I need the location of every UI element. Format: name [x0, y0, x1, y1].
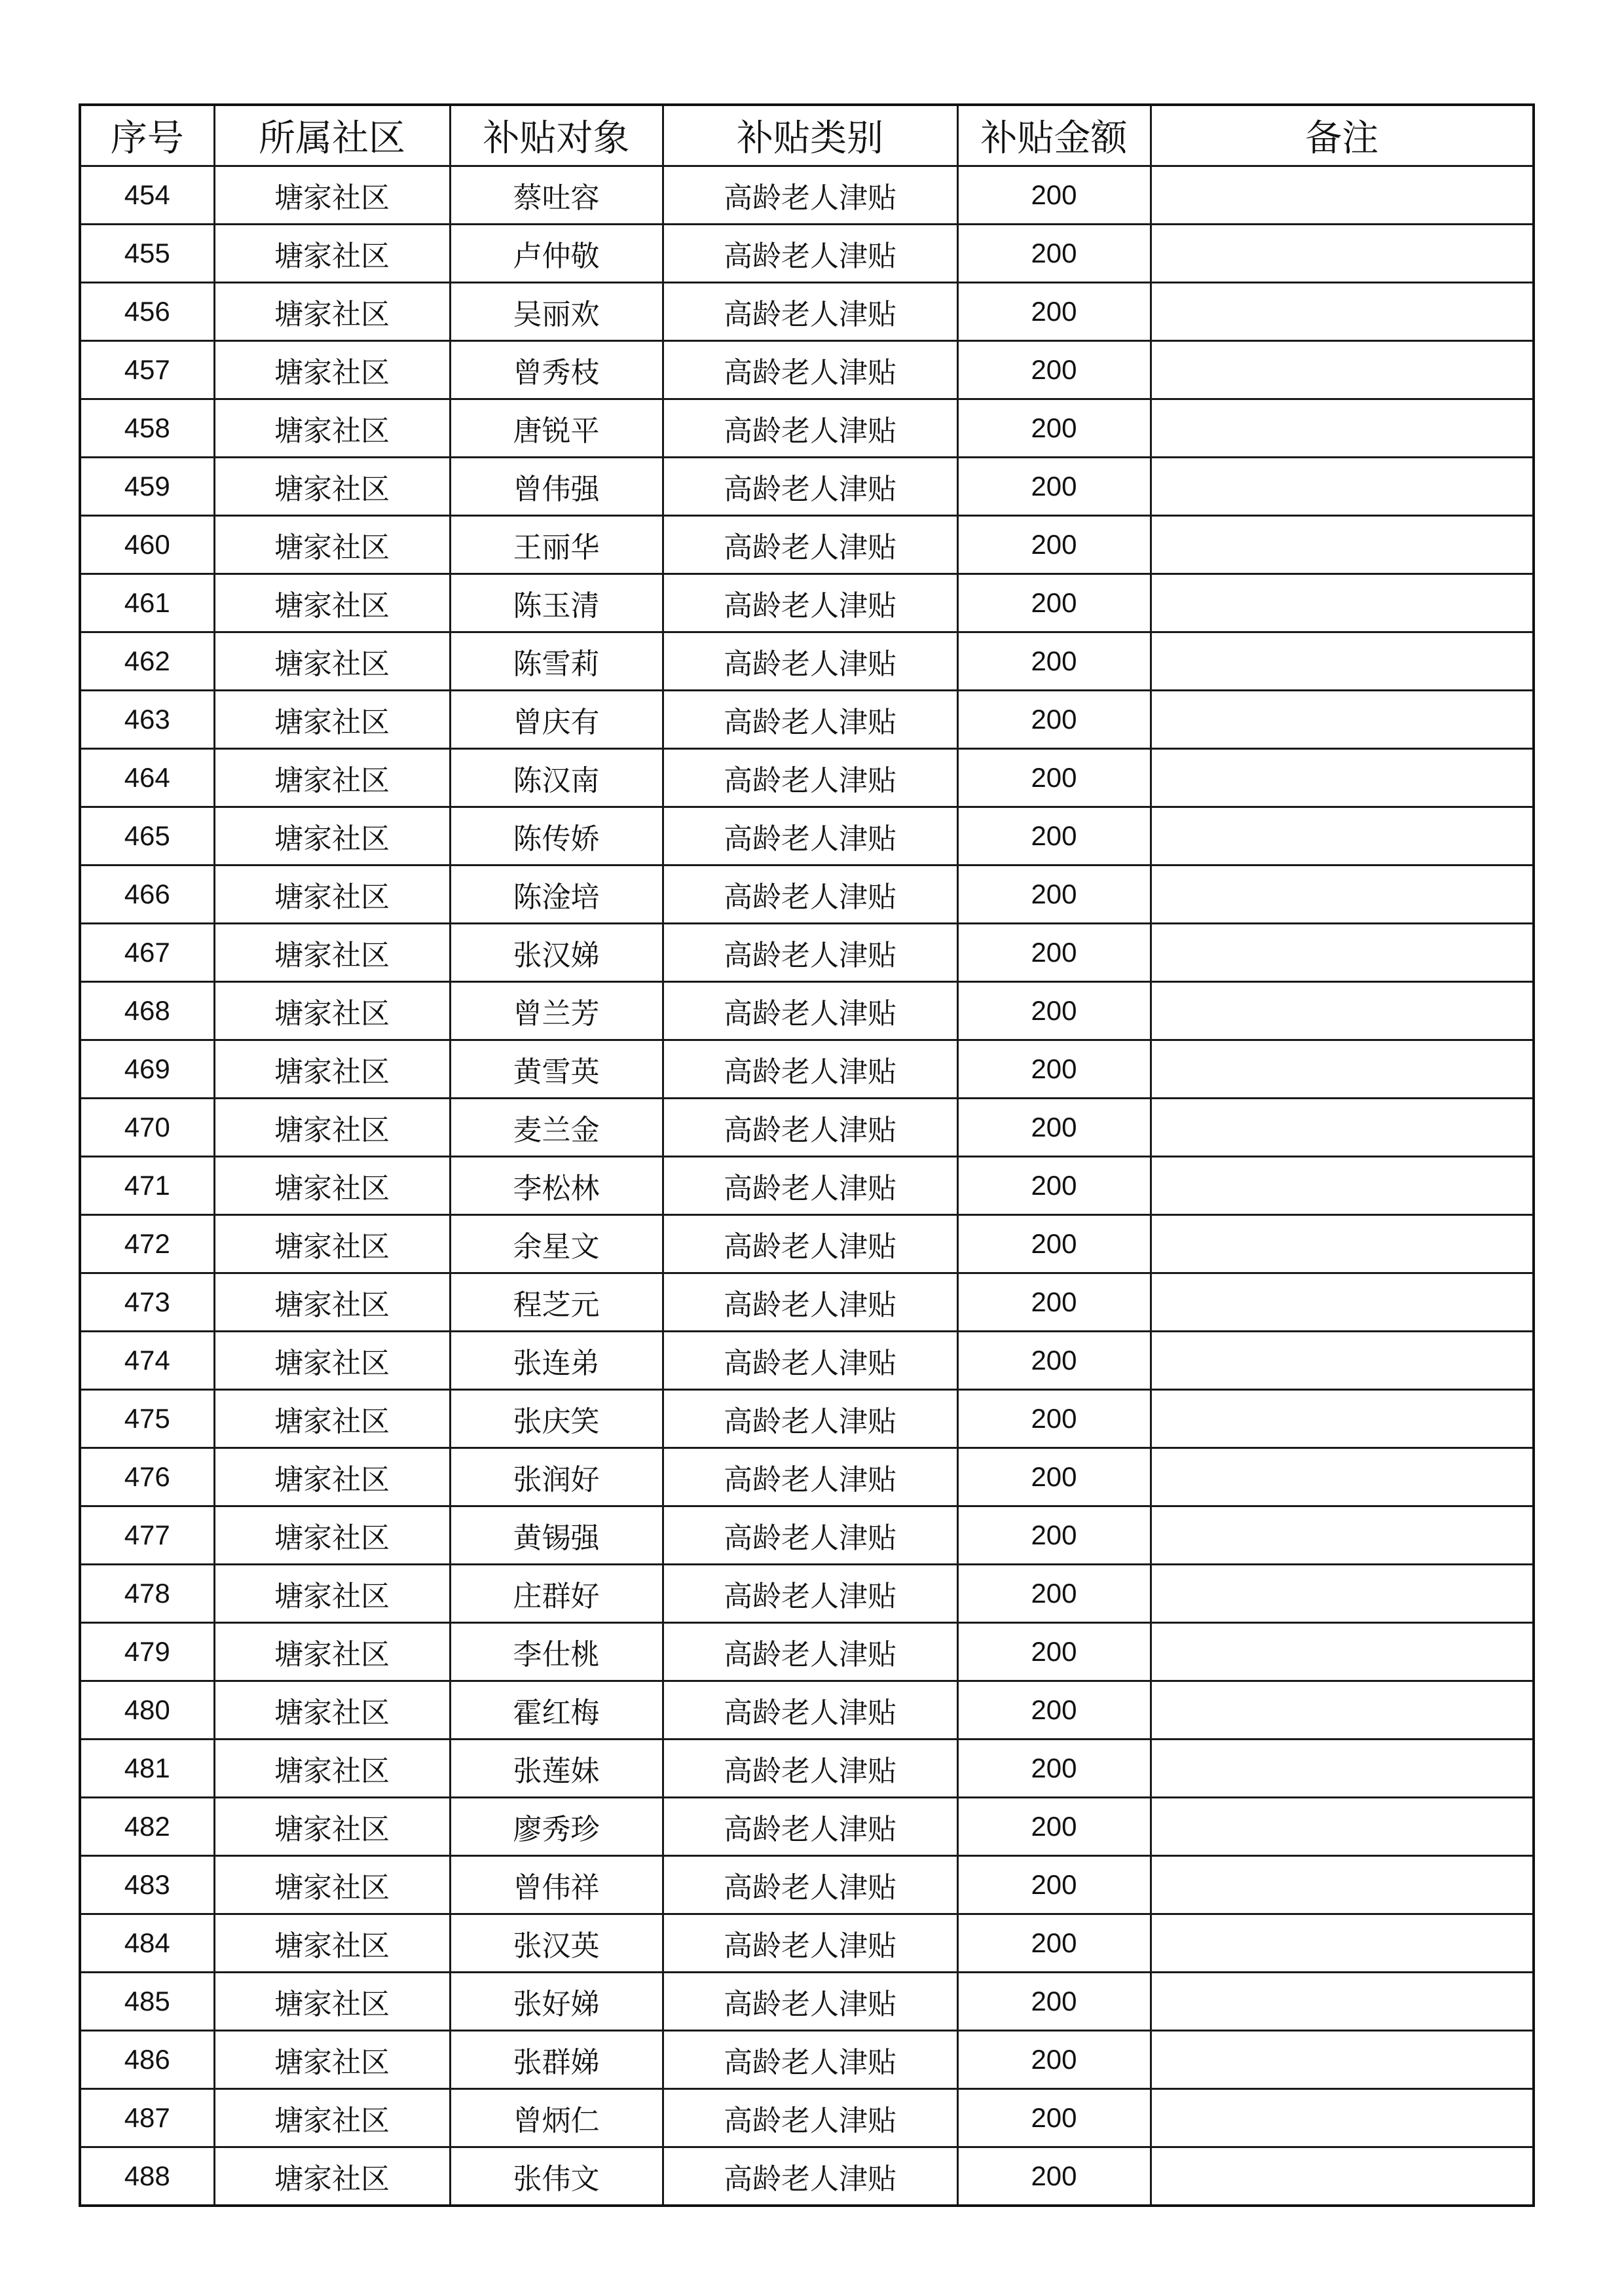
cell-community: 塘家社区: [214, 1565, 450, 1623]
cell-amount: 200: [957, 2031, 1151, 2089]
cell-category: 高龄老人津贴: [663, 749, 957, 807]
cell-serial-number: 483: [80, 1856, 214, 1914]
cell-community: 塘家社区: [214, 1506, 450, 1565]
cell-category: 高龄老人津贴: [663, 1740, 957, 1798]
cell-remarks: [1151, 225, 1534, 283]
cell-category: 高龄老人津贴: [663, 1157, 957, 1215]
cell-category: 高龄老人津贴: [663, 1390, 957, 1448]
cell-category: 高龄老人津贴: [663, 1332, 957, 1390]
table-row: [80, 807, 1534, 866]
table-body: [80, 166, 1534, 2206]
table-row: [80, 1040, 1534, 1099]
cell-amount: 200: [957, 749, 1151, 807]
cell-remarks: [1151, 1448, 1534, 1506]
cell-serial-number: 484: [80, 1914, 214, 1973]
cell-amount: 200: [957, 1099, 1151, 1157]
cell-community: 塘家社区: [214, 1448, 450, 1506]
cell-category: 高龄老人津贴: [663, 2089, 957, 2147]
cell-recipient: 李松林: [450, 1157, 663, 1215]
cell-recipient: 张庆笑: [450, 1390, 663, 1448]
cell-amount: 200: [957, 574, 1151, 632]
cell-serial-number: 481: [80, 1740, 214, 1798]
cell-remarks: [1151, 807, 1534, 866]
cell-remarks: [1151, 1798, 1534, 1856]
cell-community: 塘家社区: [214, 1914, 450, 1973]
cell-recipient: 程芝元: [450, 1273, 663, 1332]
cell-community: 塘家社区: [214, 1099, 450, 1157]
cell-serial-number: 456: [80, 283, 214, 341]
cell-amount: 200: [957, 1856, 1151, 1914]
cell-recipient: 张润好: [450, 1448, 663, 1506]
cell-amount: 200: [957, 1973, 1151, 2031]
cell-category: 高龄老人津贴: [663, 399, 957, 458]
cell-community: 塘家社区: [214, 632, 450, 691]
cell-community: 塘家社区: [214, 866, 450, 924]
cell-category: 高龄老人津贴: [663, 632, 957, 691]
cell-amount: 200: [957, 1040, 1151, 1099]
cell-category: 高龄老人津贴: [663, 1273, 957, 1332]
cell-remarks: [1151, 1856, 1534, 1914]
cell-community: 塘家社区: [214, 1332, 450, 1390]
cell-recipient: 卢仲敬: [450, 225, 663, 283]
cell-community: 塘家社区: [214, 1973, 450, 2031]
cell-remarks: [1151, 1681, 1534, 1740]
cell-community: 塘家社区: [214, 283, 450, 341]
cell-remarks: [1151, 924, 1534, 982]
cell-category: 高龄老人津贴: [663, 924, 957, 982]
cell-community: 塘家社区: [214, 749, 450, 807]
table-row: [80, 924, 1534, 982]
header-serial-number: 序号: [80, 105, 214, 166]
cell-amount: 200: [957, 283, 1151, 341]
cell-serial-number: 485: [80, 1973, 214, 2031]
table-row: [80, 1506, 1534, 1565]
cell-remarks: [1151, 632, 1534, 691]
cell-recipient: 曾庆有: [450, 691, 663, 749]
cell-serial-number: 468: [80, 982, 214, 1040]
cell-category: 高龄老人津贴: [663, 1973, 957, 2031]
cell-amount: 200: [957, 1390, 1151, 1448]
cell-amount: 200: [957, 516, 1151, 574]
cell-category: 高龄老人津贴: [663, 2147, 957, 2206]
table-row: [80, 283, 1534, 341]
cell-remarks: [1151, 1914, 1534, 1973]
cell-recipient: 庄群好: [450, 1565, 663, 1623]
table-row: [80, 632, 1534, 691]
cell-serial-number: 457: [80, 341, 214, 399]
cell-serial-number: 479: [80, 1623, 214, 1681]
cell-category: 高龄老人津贴: [663, 2031, 957, 2089]
cell-community: 塘家社区: [214, 458, 450, 516]
cell-amount: 200: [957, 1157, 1151, 1215]
header-row: [80, 105, 1534, 166]
cell-serial-number: 478: [80, 1565, 214, 1623]
table-row: [80, 1856, 1534, 1914]
cell-recipient: 曾兰芳: [450, 982, 663, 1040]
cell-recipient: 曾伟祥: [450, 1856, 663, 1914]
cell-serial-number: 480: [80, 1681, 214, 1740]
table-row: [80, 225, 1534, 283]
cell-amount: 200: [957, 1565, 1151, 1623]
cell-remarks: [1151, 866, 1534, 924]
table-row: [80, 341, 1534, 399]
cell-serial-number: 469: [80, 1040, 214, 1099]
cell-remarks: [1151, 166, 1534, 225]
table-row: [80, 399, 1534, 458]
cell-category: 高龄老人津贴: [663, 866, 957, 924]
cell-amount: 200: [957, 866, 1151, 924]
cell-recipient: 唐锐平: [450, 399, 663, 458]
cell-community: 塘家社区: [214, 1856, 450, 1914]
cell-remarks: [1151, 399, 1534, 458]
cell-serial-number: 465: [80, 807, 214, 866]
table-row: [80, 1681, 1534, 1740]
cell-amount: 200: [957, 2089, 1151, 2147]
cell-category: 高龄老人津贴: [663, 1856, 957, 1914]
table-row: [80, 1390, 1534, 1448]
cell-amount: 200: [957, 924, 1151, 982]
cell-recipient: 张好娣: [450, 1973, 663, 2031]
table-row: [80, 458, 1534, 516]
cell-category: 高龄老人津贴: [663, 283, 957, 341]
cell-community: 塘家社区: [214, 166, 450, 225]
cell-recipient: 陈雪莉: [450, 632, 663, 691]
cell-community: 塘家社区: [214, 574, 450, 632]
cell-community: 塘家社区: [214, 2089, 450, 2147]
table-row: [80, 1973, 1534, 2031]
cell-category: 高龄老人津贴: [663, 1506, 957, 1565]
cell-amount: 200: [957, 399, 1151, 458]
table-row: [80, 516, 1534, 574]
table-row: [80, 749, 1534, 807]
header-category: 补贴类别: [663, 105, 957, 166]
cell-category: 高龄老人津贴: [663, 1099, 957, 1157]
cell-remarks: [1151, 691, 1534, 749]
table-row: [80, 2089, 1534, 2147]
cell-amount: 200: [957, 1740, 1151, 1798]
cell-category: 高龄老人津贴: [663, 807, 957, 866]
cell-category: 高龄老人津贴: [663, 166, 957, 225]
table-row: [80, 1623, 1534, 1681]
cell-recipient: 陈淦培: [450, 866, 663, 924]
cell-remarks: [1151, 749, 1534, 807]
cell-recipient: 李仕桃: [450, 1623, 663, 1681]
table-row: [80, 1157, 1534, 1215]
cell-remarks: [1151, 2031, 1534, 2089]
cell-serial-number: 460: [80, 516, 214, 574]
cell-serial-number: 463: [80, 691, 214, 749]
cell-recipient: 曾伟强: [450, 458, 663, 516]
cell-category: 高龄老人津贴: [663, 574, 957, 632]
cell-category: 高龄老人津贴: [663, 458, 957, 516]
cell-serial-number: 464: [80, 749, 214, 807]
cell-recipient: 余星文: [450, 1215, 663, 1273]
cell-serial-number: 462: [80, 632, 214, 691]
subsidy-table: [79, 103, 1535, 2207]
cell-remarks: [1151, 1740, 1534, 1798]
table-row: [80, 982, 1534, 1040]
cell-community: 塘家社区: [214, 1681, 450, 1740]
cell-amount: 200: [957, 691, 1151, 749]
cell-amount: 200: [957, 225, 1151, 283]
cell-amount: 200: [957, 1448, 1151, 1506]
cell-category: 高龄老人津贴: [663, 982, 957, 1040]
cell-serial-number: 455: [80, 225, 214, 283]
table-row: [80, 1099, 1534, 1157]
cell-serial-number: 477: [80, 1506, 214, 1565]
cell-amount: 200: [957, 1681, 1151, 1740]
cell-community: 塘家社区: [214, 1040, 450, 1099]
cell-remarks: [1151, 341, 1534, 399]
cell-category: 高龄老人津贴: [663, 691, 957, 749]
cell-remarks: [1151, 516, 1534, 574]
cell-community: 塘家社区: [214, 1623, 450, 1681]
cell-serial-number: 488: [80, 2147, 214, 2206]
table-row: [80, 2031, 1534, 2089]
table-row: [80, 166, 1534, 225]
cell-recipient: 王丽华: [450, 516, 663, 574]
table-row: [80, 2147, 1534, 2206]
cell-serial-number: 454: [80, 166, 214, 225]
cell-recipient: 曾秀枝: [450, 341, 663, 399]
cell-serial-number: 467: [80, 924, 214, 982]
cell-serial-number: 459: [80, 458, 214, 516]
cell-community: 塘家社区: [214, 807, 450, 866]
header-amount: 补贴金额: [957, 105, 1151, 166]
cell-amount: 200: [957, 1332, 1151, 1390]
cell-category: 高龄老人津贴: [663, 1914, 957, 1973]
cell-recipient: 陈传娇: [450, 807, 663, 866]
cell-community: 塘家社区: [214, 982, 450, 1040]
cell-serial-number: 471: [80, 1157, 214, 1215]
cell-community: 塘家社区: [214, 1740, 450, 1798]
cell-amount: 200: [957, 458, 1151, 516]
cell-category: 高龄老人津贴: [663, 1798, 957, 1856]
cell-remarks: [1151, 1390, 1534, 1448]
cell-remarks: [1151, 1565, 1534, 1623]
cell-recipient: 张连弟: [450, 1332, 663, 1390]
cell-amount: 200: [957, 807, 1151, 866]
cell-remarks: [1151, 574, 1534, 632]
table-row: [80, 1914, 1534, 1973]
cell-category: 高龄老人津贴: [663, 1448, 957, 1506]
cell-community: 塘家社区: [214, 2147, 450, 2206]
cell-amount: 200: [957, 1623, 1151, 1681]
cell-amount: 200: [957, 1273, 1151, 1332]
cell-serial-number: 472: [80, 1215, 214, 1273]
cell-amount: 200: [957, 1215, 1151, 1273]
cell-serial-number: 475: [80, 1390, 214, 1448]
cell-community: 塘家社区: [214, 1798, 450, 1856]
cell-category: 高龄老人津贴: [663, 1681, 957, 1740]
cell-category: 高龄老人津贴: [663, 516, 957, 574]
cell-serial-number: 473: [80, 1273, 214, 1332]
cell-remarks: [1151, 1273, 1534, 1332]
header-recipient: 补贴对象: [450, 105, 663, 166]
table-row: [80, 1215, 1534, 1273]
cell-recipient: 黄锡强: [450, 1506, 663, 1565]
cell-remarks: [1151, 1506, 1534, 1565]
cell-amount: 200: [957, 1914, 1151, 1973]
cell-recipient: 陈玉清: [450, 574, 663, 632]
cell-community: 塘家社区: [214, 1273, 450, 1332]
table-header: [80, 105, 1534, 166]
table-row: [80, 1448, 1534, 1506]
table-row: [80, 1798, 1534, 1856]
table-row: [80, 866, 1534, 924]
cell-community: 塘家社区: [214, 341, 450, 399]
cell-recipient: 廖秀珍: [450, 1798, 663, 1856]
table-row: [80, 1332, 1534, 1390]
cell-recipient: 黄雪英: [450, 1040, 663, 1099]
cell-remarks: [1151, 1973, 1534, 2031]
cell-recipient: 张莲妹: [450, 1740, 663, 1798]
cell-remarks: [1151, 1623, 1534, 1681]
header-remarks: 备注: [1151, 105, 1534, 166]
cell-recipient: 蔡吐容: [450, 166, 663, 225]
cell-community: 塘家社区: [214, 691, 450, 749]
cell-amount: 200: [957, 166, 1151, 225]
cell-serial-number: 487: [80, 2089, 214, 2147]
cell-remarks: [1151, 2147, 1534, 2206]
cell-serial-number: 474: [80, 1332, 214, 1390]
cell-serial-number: 486: [80, 2031, 214, 2089]
cell-serial-number: 458: [80, 399, 214, 458]
cell-remarks: [1151, 1040, 1534, 1099]
cell-recipient: 张群娣: [450, 2031, 663, 2089]
cell-serial-number: 461: [80, 574, 214, 632]
cell-remarks: [1151, 1157, 1534, 1215]
table-row: [80, 1565, 1534, 1623]
cell-recipient: 张汉娣: [450, 924, 663, 982]
cell-category: 高龄老人津贴: [663, 341, 957, 399]
cell-community: 塘家社区: [214, 399, 450, 458]
cell-amount: 200: [957, 341, 1151, 399]
cell-category: 高龄老人津贴: [663, 1623, 957, 1681]
cell-amount: 200: [957, 2147, 1151, 2206]
cell-category: 高龄老人津贴: [663, 1040, 957, 1099]
cell-community: 塘家社区: [214, 1215, 450, 1273]
header-community: 所属社区: [214, 105, 450, 166]
cell-amount: 200: [957, 1798, 1151, 1856]
cell-remarks: [1151, 1099, 1534, 1157]
table-row: [80, 1740, 1534, 1798]
cell-community: 塘家社区: [214, 225, 450, 283]
cell-community: 塘家社区: [214, 1157, 450, 1215]
cell-recipient: 吴丽欢: [450, 283, 663, 341]
cell-serial-number: 482: [80, 1798, 214, 1856]
cell-community: 塘家社区: [214, 924, 450, 982]
cell-category: 高龄老人津贴: [663, 1215, 957, 1273]
cell-community: 塘家社区: [214, 2031, 450, 2089]
cell-category: 高龄老人津贴: [663, 225, 957, 283]
cell-amount: 200: [957, 1506, 1151, 1565]
table-row: [80, 691, 1534, 749]
cell-recipient: 陈汉南: [450, 749, 663, 807]
cell-recipient: 曾炳仁: [450, 2089, 663, 2147]
cell-serial-number: 476: [80, 1448, 214, 1506]
cell-remarks: [1151, 283, 1534, 341]
cell-remarks: [1151, 1332, 1534, 1390]
table-row: [80, 574, 1534, 632]
cell-recipient: 张伟文: [450, 2147, 663, 2206]
cell-amount: 200: [957, 632, 1151, 691]
cell-community: 塘家社区: [214, 516, 450, 574]
cell-recipient: 麦兰金: [450, 1099, 663, 1157]
cell-remarks: [1151, 1215, 1534, 1273]
cell-recipient: 张汉英: [450, 1914, 663, 1973]
table-row: [80, 1273, 1534, 1332]
cell-remarks: [1151, 982, 1534, 1040]
cell-recipient: 霍红梅: [450, 1681, 663, 1740]
cell-serial-number: 470: [80, 1099, 214, 1157]
cell-amount: 200: [957, 982, 1151, 1040]
cell-community: 塘家社区: [214, 1390, 450, 1448]
cell-category: 高龄老人津贴: [663, 1565, 957, 1623]
cell-remarks: [1151, 2089, 1534, 2147]
cell-serial-number: 466: [80, 866, 214, 924]
cell-remarks: [1151, 458, 1534, 516]
